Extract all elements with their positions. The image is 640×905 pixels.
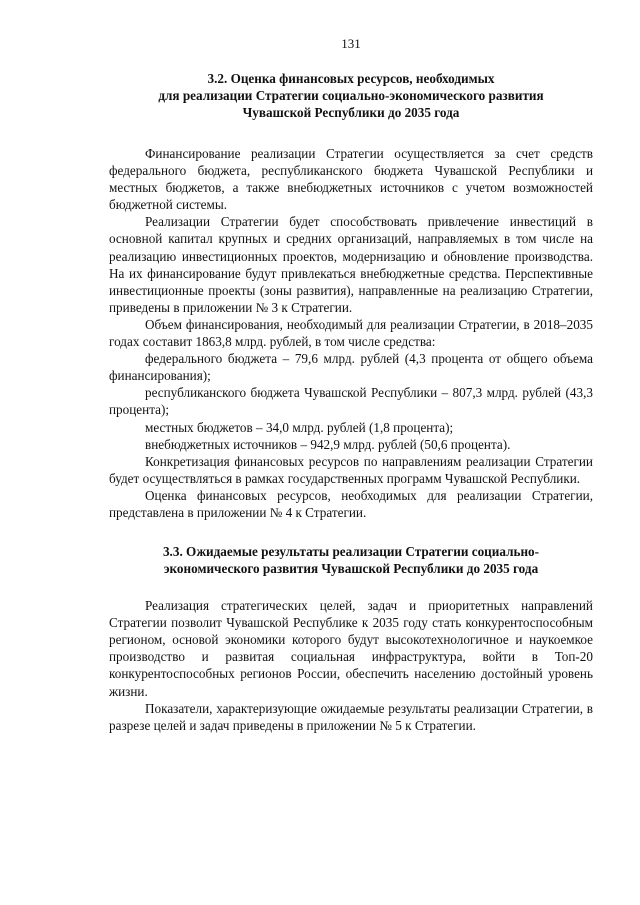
section-3-3-body <box>109 597 593 734</box>
page-number: 131 <box>341 36 361 51</box>
section-3-2-title-line: для реализации Стратегии социально-экономического развития <box>158 88 544 103</box>
section-3-2-title-line: Чувашской Республики до 2035 года <box>242 105 460 120</box>
funding-item: республиканского бюджета Чувашской Республики – 807,3 млрд. рублей (43,3 процента); <box>109 385 593 418</box>
section-3-2-title <box>109 70 593 121</box>
paragraph: Оценка финансовых ресурсов, необходимых для реализации Стратегии, представлена в приложении № 4 к Стратегии. <box>109 487 593 520</box>
paragraph: Реализация стратегических целей, задач и приоритетных направлений Стратегии позволит Чувашской Республике к 2035 году стать конкурентоспособным регионом, основой экономики которого будут высокотехнологичное и наукоемкое производство и развитая социальная инфраструктура, войти в Топ-20 конкурентоспособных регионов России, обеспечить населению достойный уровень жизни. <box>109 598 593 699</box>
paragraph: Объем финансирования, необходимый для реализации Стратегии, в 2018–2035 годах составит 1863,8 млрд. рублей, в том числе средства: <box>109 316 593 350</box>
section-3-2-body <box>109 145 593 521</box>
paragraph: Реализации Стратегии будет способствовать привлечение инвестиций в основной капитал крупных и средних организаций, направляемых в том числе на реализацию инвестиционных проектов, модернизацию и обновление производства. На их финансирование будут привлекаться внебюджетные средства. Перспективные инвестиционные проекты (зоны развития), направленные на реализацию Стратегии, приведены в приложении № 3 к Стратегии. <box>109 214 593 315</box>
funding-item: федерального бюджета – 79,6 млрд. рублей (4,3 процента от общего объема финансирования); <box>109 351 593 384</box>
section-3-3-title <box>109 543 593 577</box>
section-3-3-title-line: экономического развития Чувашской Республики до 2035 года <box>163 561 539 577</box>
funding-item: внебюджетных источников – 942,9 млрд. рублей (50,6 процента). <box>145 436 511 452</box>
paragraph: Показатели, характеризующие ожидаемые результаты реализации Стратегии, в разрезе целей и задач приведены в приложении № 5 к Стратегии. <box>109 700 593 733</box>
paragraph: Конкретизация финансовых ресурсов по направлениям реализации Стратегии будет осуществляться в рамках государственных программ Чувашской Республики. <box>109 453 593 486</box>
funding-item: местных бюджетов – 34,0 млрд. рублей (1,8 процента); <box>145 419 454 435</box>
section-3-2-title-line: 3.2. Оценка финансовых ресурсов, необходимых <box>207 71 495 86</box>
paragraph: Финансирование реализации Стратегии осуществляется за счет средств федерального бюджета, республиканского бюджета Чувашской Республики и местных бюджетов, а также внебюджетных источников с учетом возможностей бюджетной системы. <box>109 146 593 213</box>
section-3-3-title-line: 3.3. Ожидаемые результаты реализации Стратегии социально- <box>162 544 540 560</box>
